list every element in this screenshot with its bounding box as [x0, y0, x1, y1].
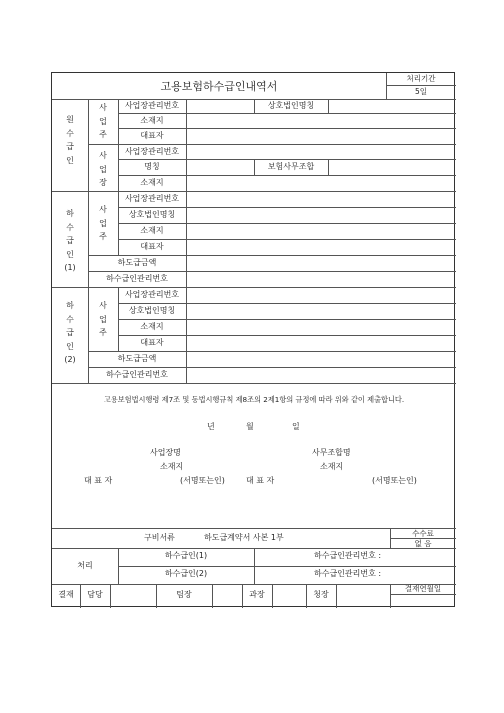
employer-address-label: 소재지 — [160, 462, 184, 471]
original-contractor-label: 원 수 급 인 — [66, 115, 74, 165]
office-sign-label: (서명또는인) — [372, 476, 417, 485]
sub1-contract-amount-label: 하도급금액 — [117, 258, 157, 267]
original-biz-reg-no-label: 사업장관리번호 — [124, 101, 180, 110]
approval-date-label: 결재연월일 — [404, 584, 442, 593]
sub1-biz-reg-no-label: 사업장관리번호 — [124, 194, 180, 203]
insurance-office-label: 보험사무조합 — [267, 162, 315, 171]
original-address-label: 소재지 — [140, 116, 164, 125]
processing-sub1-no: 하수급인관리번호 : — [314, 551, 382, 560]
subcontractor1-label: 하 수 급 인 (1) — [64, 209, 76, 273]
employer-name-label: 사업장명 — [150, 448, 181, 457]
month-label: 월 — [246, 422, 254, 431]
office-name-label: 사무조합명 — [312, 448, 351, 457]
documents-label: 구비서류 — [144, 533, 175, 542]
sub1-owner-label: 사 업 주 — [99, 205, 107, 242]
site-biz-no-label: 사업장관리번호 — [124, 147, 180, 156]
sub1-address-label: 소재지 — [140, 226, 164, 235]
year-label: 년 — [207, 422, 215, 431]
sub1-representative-label: 대표자 — [140, 242, 164, 251]
site-name-label: 명칭 — [144, 162, 160, 171]
office-rep-label: 대 표 자 — [246, 476, 275, 485]
sub2-biz-reg-no-label: 사업장관리번호 — [124, 290, 180, 299]
approval-label: 결재 — [58, 590, 74, 599]
sub2-manage-no-label: 하수급인관리번호 — [106, 370, 168, 379]
original-owner-label: 사 업 주 — [99, 103, 107, 140]
processing-label: 처리 — [77, 561, 93, 570]
sub2-owner-label: 사 업 주 — [99, 301, 107, 338]
subcontractor2-label: 하 수 급 인 (2) — [64, 301, 76, 365]
approval-staff: 담당 — [87, 590, 103, 599]
processing-sub2: 하수급인(2) — [164, 569, 208, 578]
processing-sub1: 하수급인(1) — [164, 551, 208, 560]
insurance-form — [51, 72, 455, 607]
form-title: 고용보험하수급인내역서 — [160, 80, 278, 93]
approval-team-lead: 팀장 — [176, 590, 192, 599]
fee-label: 수수료 — [412, 529, 434, 538]
sub2-address-label: 소재지 — [140, 322, 164, 331]
employer-sign-label: (서명또는인) — [180, 476, 225, 485]
declaration-statement: 고용보험법시행령 제7조 및 동법시행규칙 제8조의 2제1항의 규정에 따라 위와 같이 제출합니다. — [103, 395, 405, 404]
sub1-company-name-label: 상호법인명칭 — [128, 210, 176, 219]
processing-period-value: 5일 — [414, 87, 428, 96]
documents-value: 하도급계약서 사본 1부 — [204, 533, 284, 542]
day-label: 일 — [292, 422, 300, 431]
sub2-representative-label: 대표자 — [140, 338, 164, 347]
site-address-label: 소재지 — [140, 178, 164, 187]
office-address-label: 소재지 — [320, 462, 344, 471]
fee-value: 없 음 — [414, 539, 432, 548]
sub1-manage-no-label: 하수급인관리번호 — [106, 274, 168, 283]
approval-director: 청장 — [313, 590, 329, 599]
original-company-name-label: 상호법인명칭 — [267, 101, 315, 110]
processing-period-label: 처리기간 — [406, 74, 436, 83]
employer-rep-label: 대 표 자 — [84, 476, 113, 485]
approval-section-chief: 과장 — [249, 590, 265, 599]
original-site-label: 사 업 장 — [99, 151, 107, 188]
sub2-contract-amount-label: 하도급금액 — [117, 354, 157, 363]
original-representative-label: 대표자 — [140, 131, 164, 140]
processing-sub2-no: 하수급인관리번호 : — [314, 569, 382, 578]
sub2-company-name-label: 상호법인명칭 — [128, 306, 176, 315]
